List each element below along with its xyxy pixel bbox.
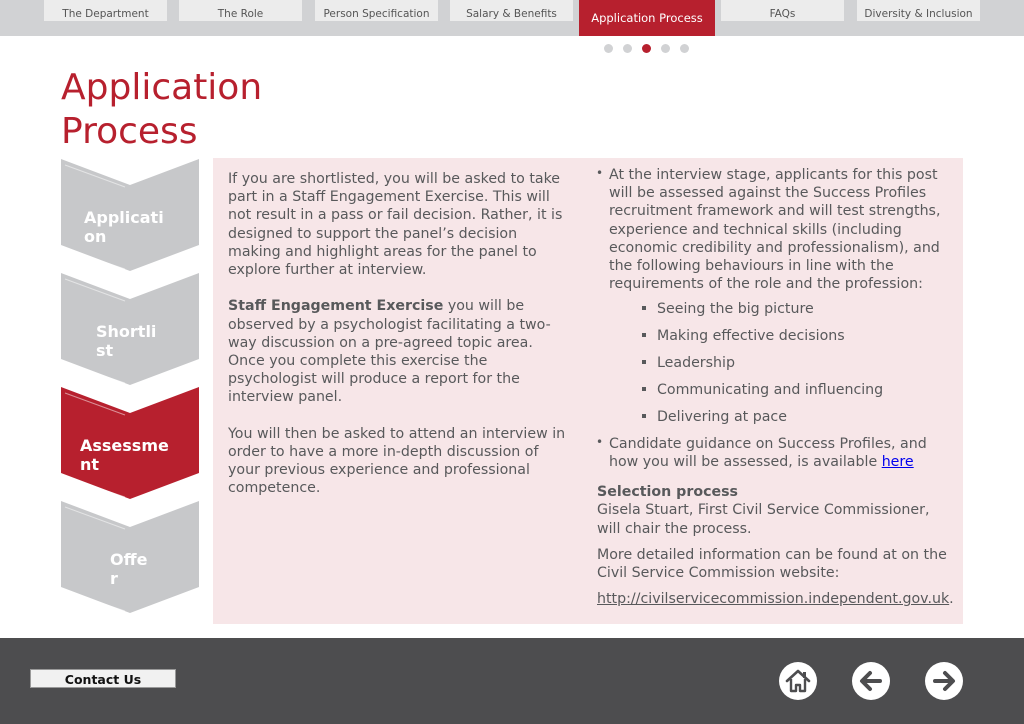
list-item: Making effective decisions (642, 327, 954, 345)
right-column (594, 166, 954, 609)
progress-dot[interactable] (604, 44, 613, 53)
selection-text: Gisela Stuart, First Civil Service Commissioner, will chair the process. (597, 502, 930, 537)
commission-website-link[interactable]: http://civilservicecommission.independent.gov.uk (597, 591, 950, 608)
contact-us-button[interactable]: Contact Us (30, 669, 176, 688)
interview-paragraph: You will then be asked to attend an interview in order to have a more in-depth discussion of your previous experience and professional competence. (228, 425, 566, 497)
engagement-heading: Staff Engagement Exercise (228, 298, 444, 315)
step-shortlist[interactable] (61, 273, 199, 385)
tab-person-specification[interactable]: Person Specification (315, 0, 438, 21)
progress-dot[interactable] (623, 44, 632, 53)
list-item: Seeing the big picture (642, 300, 954, 318)
step-label: Application (84, 208, 164, 246)
interview-stage-bullet: • At the interview stage, applicants for this post will be assessed against the Success Profiles recruitment framework and will test strengths, experience and technical skills (including economic credibility and professionalism), and the following behaviours in line with the requirements of the role and the profession: (594, 166, 954, 293)
progress-dot[interactable] (680, 44, 689, 53)
tab-salary-benefits[interactable]: Salary & Benefits (450, 0, 573, 21)
list-item: Leadership (642, 354, 954, 372)
progress-dot[interactable] (661, 44, 670, 53)
tab-faqs[interactable]: FAQs (721, 0, 844, 21)
arrow-right-icon (925, 662, 963, 700)
home-icon (779, 662, 817, 700)
tab-diversity-inclusion[interactable]: Diversity & Inclusion (857, 0, 980, 21)
step-offer[interactable] (61, 501, 199, 613)
guidance-text: Candidate guidance on Success Profiles, and how you will be assessed, is available (609, 435, 927, 471)
step-application[interactable] (61, 159, 199, 271)
back-button[interactable] (852, 662, 890, 700)
step-label: Assessment (80, 436, 169, 474)
top-navigation (0, 0, 1024, 36)
tab-the-department[interactable]: The Department (44, 0, 167, 21)
step-assessment[interactable] (61, 387, 199, 499)
more-info-text: More detailed information can be found at on the Civil Service Commission website: (597, 546, 947, 582)
intro-paragraph: If you are shortlisted, you will be asked to take part in a Staff Engagement Exercise. This will not result in a pass or fail decision. Rather, it is designed to support the panel’s decision making and highlight areas for the panel to explore further at interview. (228, 171, 563, 279)
engagement-text: you will be observed by a psychologist facilitating a two-way discussion on a pre-agreed topic area. Once you complete this exercise the psychologist will produce a report for the interview panel. (228, 298, 551, 406)
page-title: Application Process (61, 67, 263, 152)
website-line (597, 590, 954, 608)
arrow-left-icon (852, 662, 890, 700)
left-column (228, 170, 573, 516)
tab-application-process[interactable]: Application Process (579, 0, 715, 36)
step-label: Shortlist (96, 322, 157, 360)
selection-heading: Selection process (597, 484, 738, 501)
step-label: Offer (110, 550, 148, 588)
behaviours-list (642, 300, 954, 426)
list-item: Communicating and influencing (642, 381, 954, 399)
next-button[interactable] (925, 662, 963, 700)
progress-dot-current[interactable] (642, 44, 651, 53)
guidance-bullet (594, 435, 954, 471)
selection-section (594, 483, 954, 608)
guidance-link[interactable]: here (881, 454, 914, 471)
home-button[interactable] (779, 662, 817, 700)
url-suffix: . (949, 591, 954, 608)
tab-the-role[interactable]: The Role (179, 0, 302, 21)
engagement-paragraph (228, 297, 573, 406)
list-item: Delivering at pace (642, 408, 954, 426)
